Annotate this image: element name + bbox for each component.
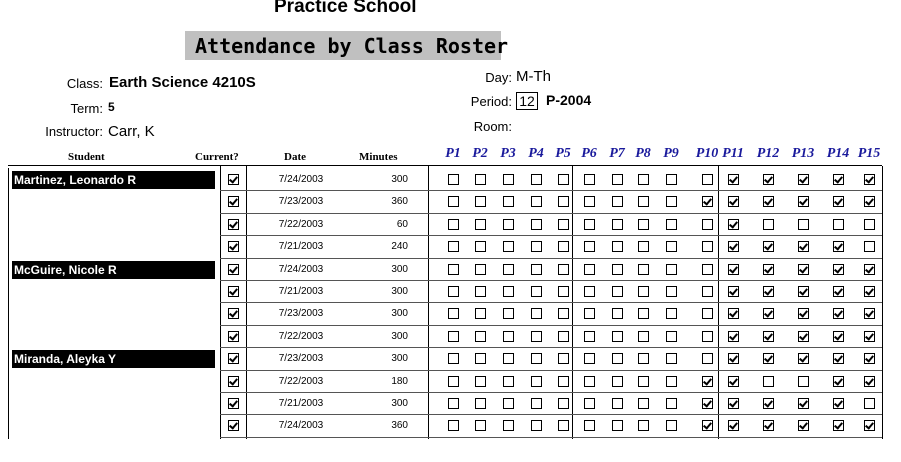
period-checkbox-p11[interactable] [728,353,739,364]
period-checkbox-p2[interactable] [475,308,486,319]
period-checkbox-p12[interactable] [763,219,774,230]
current-checkbox[interactable] [228,174,239,185]
period-checkbox-p3[interactable] [503,398,514,409]
period-checkbox-p3[interactable] [503,331,514,342]
period-checkbox-p15[interactable] [864,264,875,275]
attendance-minutes: 360 [391,196,408,207]
period-checkbox-p6[interactable] [584,331,595,342]
period-checkbox-p1[interactable] [448,331,459,342]
period-checkbox-p12[interactable] [763,331,774,342]
period-checkbox-p7[interactable] [612,398,623,409]
period-checkbox-p11[interactable] [728,420,739,431]
period-checkbox-p5[interactable] [558,420,569,431]
period-checkbox-p9[interactable] [666,219,677,230]
period-number-box: 12 [516,92,538,110]
period-checkbox-p15[interactable] [864,353,875,364]
period-checkbox-p6[interactable] [584,398,595,409]
period-checkbox-p9[interactable] [666,264,677,275]
period-checkbox-p2[interactable] [475,376,486,387]
period-checkbox-p2[interactable] [475,241,486,252]
period-checkbox-p8[interactable] [638,398,649,409]
period-checkbox-p5[interactable] [558,308,569,319]
period-header-p1: P1 [445,146,461,161]
period-checkbox-p4[interactable] [531,331,542,342]
period-checkbox-p15[interactable] [864,376,875,387]
period-checkbox-p10[interactable] [702,353,713,364]
period-checkbox-p7[interactable] [612,174,623,185]
period-header-p6: P6 [581,146,597,161]
period-checkbox-p7[interactable] [612,376,623,387]
attendance-date: 7/24/2003 [278,264,324,275]
period-checkbox-p12[interactable] [763,174,774,185]
period-header-p3: P3 [500,146,516,161]
period-checkbox-p8[interactable] [638,286,649,297]
period-checkbox-p15[interactable] [864,196,875,207]
period-checkbox-p4[interactable] [531,241,542,252]
attendance-date: 7/21/2003 [278,398,324,409]
period-checkbox-p1[interactable] [448,353,459,364]
period-checkbox-p6[interactable] [584,376,595,387]
period-checkbox-p6[interactable] [584,264,595,275]
period-checkbox-p13[interactable] [798,398,809,409]
period-header-p5: P5 [555,146,571,161]
current-checkbox[interactable] [228,196,239,207]
period-checkbox-p4[interactable] [531,420,542,431]
attendance-minutes: 300 [391,174,408,185]
period-checkbox-p9[interactable] [666,196,677,207]
period-checkbox-p1[interactable] [448,264,459,275]
period-checkbox-p3[interactable] [503,264,514,275]
attendance-date: 7/21/2003 [278,286,324,297]
period-checkbox-p15[interactable] [864,331,875,342]
period-checkbox-p14[interactable] [833,398,844,409]
period-checkbox-p11[interactable] [728,174,739,185]
period-checkbox-p14[interactable] [833,331,844,342]
period-checkbox-p11[interactable] [728,398,739,409]
period-checkbox-p10[interactable] [702,420,713,431]
period-checkbox-p13[interactable] [798,264,809,275]
period-header-p14: P14 [826,146,850,161]
period-header-p11: P11 [722,146,744,161]
period-checkbox-p2[interactable] [475,286,486,297]
period-checkbox-p7[interactable] [612,241,623,252]
period-header-p7: P7 [609,146,625,161]
period-checkbox-p5[interactable] [558,398,569,409]
period-checkbox-p13[interactable] [798,331,809,342]
period-checkbox-p4[interactable] [531,196,542,207]
period-checkbox-p14[interactable] [833,353,844,364]
period-checkbox-p11[interactable] [728,264,739,275]
period-checkbox-p5[interactable] [558,376,569,387]
period-header-p4: P4 [528,146,544,161]
attendance-minutes: 300 [391,308,408,319]
attendance-date: 7/23/2003 [278,308,324,319]
period-checkbox-p4[interactable] [531,376,542,387]
period-checkbox-p14[interactable] [833,241,844,252]
current-checkbox[interactable] [228,398,239,409]
period-checkbox-p15[interactable] [864,174,875,185]
attendance-minutes: 60 [396,219,408,230]
period-checkbox-p10[interactable] [702,331,713,342]
period-checkbox-p2[interactable] [475,398,486,409]
attendance-minutes: 300 [391,353,408,364]
left-rule [8,168,9,439]
period-checkbox-p3[interactable] [503,286,514,297]
period-checkbox-p4[interactable] [531,219,542,230]
period-checkbox-p7[interactable] [612,264,623,275]
period-checkbox-p11[interactable] [728,376,739,387]
period-checkbox-p7[interactable] [612,331,623,342]
period-checkbox-p15[interactable] [864,398,875,409]
school-name: Practice School [274,0,417,17]
report-title-banner [185,31,509,60]
period-checkbox-p15[interactable] [864,308,875,319]
period-checkbox-p8[interactable] [638,420,649,431]
period-checkbox-p3[interactable] [503,376,514,387]
period-checkbox-p4[interactable] [531,353,542,364]
period-checkbox-p8[interactable] [638,196,649,207]
period-checkbox-p12[interactable] [763,286,774,297]
period-checkbox-p4[interactable] [531,398,542,409]
period-checkbox-p13[interactable] [798,174,809,185]
attendance-date: 7/21/2003 [278,241,324,252]
period-checkbox-p8[interactable] [638,264,649,275]
period-checkbox-p3[interactable] [503,241,514,252]
period-header-p10: P10 [695,146,719,161]
period-checkbox-p15[interactable] [864,219,875,230]
header-rule [8,165,882,166]
period-header-p13: P13 [791,146,815,161]
period-checkbox-p1[interactable] [448,308,459,319]
period-checkbox-p8[interactable] [638,331,649,342]
period-checkbox-p7[interactable] [612,196,623,207]
period-checkbox-p13[interactable] [798,308,809,319]
period-checkbox-p5[interactable] [558,241,569,252]
period-checkbox-p3[interactable] [503,308,514,319]
period-checkbox-p1[interactable] [448,286,459,297]
period-checkbox-p1[interactable] [448,420,459,431]
attendance-minutes: 300 [391,264,408,275]
class-label: Class: [66,76,103,91]
period-checkbox-p9[interactable] [666,331,677,342]
period-checkbox-p9[interactable] [666,241,677,252]
period-checkbox-p10[interactable] [702,264,713,275]
period-checkbox-p5[interactable] [558,353,569,364]
period-checkbox-p9[interactable] [666,286,677,297]
period-checkbox-p10[interactable] [702,286,713,297]
period-checkbox-p11[interactable] [728,219,739,230]
header-student: Student [68,151,105,163]
period-header-p8: P8 [635,146,651,161]
period-checkbox-p13[interactable] [798,353,809,364]
attendance-date: 7/23/2003 [278,353,324,364]
period-checkbox-p13[interactable] [798,196,809,207]
period-header-p15: P15 [857,146,881,161]
period-checkbox-p3[interactable] [503,420,514,431]
period-checkbox-p8[interactable] [638,241,649,252]
attendance-date: 7/22/2003 [278,376,324,387]
period-checkbox-p8[interactable] [638,308,649,319]
period-checkbox-p6[interactable] [584,174,595,185]
period-checkbox-p1[interactable] [448,174,459,185]
period-checkbox-p5[interactable] [558,331,569,342]
period-header-p12: P12 [756,146,780,161]
room-label: Room: [473,119,512,134]
period-checkbox-p7[interactable] [612,286,623,297]
period-checkbox-p7[interactable] [612,308,623,319]
class-value: Earth Science 4210S [109,74,256,91]
student-name: Martinez, Leonardo R [12,171,215,189]
current-checkbox[interactable] [228,331,239,342]
period-checkbox-p11[interactable] [728,331,739,342]
period-checkbox-p15[interactable] [864,420,875,431]
current-checkbox[interactable] [228,241,239,252]
period-checkbox-p11[interactable] [728,286,739,297]
period-checkbox-p4[interactable] [531,264,542,275]
attendance-minutes: 360 [391,420,408,431]
period-checkbox-p3[interactable] [503,353,514,364]
right-rule [882,166,883,439]
period-checkbox-p5[interactable] [558,286,569,297]
term-label: Term: [70,101,103,116]
period-checkbox-p4[interactable] [531,286,542,297]
period-checkbox-p2[interactable] [475,264,486,275]
period-checkbox-p3[interactable] [503,196,514,207]
current-checkbox[interactable] [228,308,239,319]
period-checkbox-p13[interactable] [798,286,809,297]
header-current: Current? [195,151,239,163]
period-checkbox-p12[interactable] [763,353,774,364]
period-checkbox-p2[interactable] [475,196,486,207]
period-checkbox-p5[interactable] [558,196,569,207]
period-checkbox-p13[interactable] [798,420,809,431]
period-checkbox-p8[interactable] [638,219,649,230]
period-checkbox-p2[interactable] [475,353,486,364]
attendance-minutes: 300 [391,331,408,342]
period-checkbox-p12[interactable] [763,398,774,409]
period-checkbox-p12[interactable] [763,308,774,319]
period-checkbox-p11[interactable] [728,241,739,252]
period-checkbox-p13[interactable] [798,241,809,252]
attendance-date: 7/24/2003 [278,174,324,185]
period-checkbox-p11[interactable] [728,196,739,207]
day-label: Day: [485,70,512,85]
report-title: Attendance by Class Roster [195,34,509,58]
header-date: Date [284,151,306,163]
attendance-minutes: 240 [391,241,408,252]
period-checkbox-p5[interactable] [558,174,569,185]
current-checkbox[interactable] [228,353,239,364]
period-checkbox-p6[interactable] [584,420,595,431]
period-checkbox-p6[interactable] [584,286,595,297]
period-checkbox-p10[interactable] [702,241,713,252]
period-checkbox-p9[interactable] [666,376,677,387]
period-checkbox-p6[interactable] [584,308,595,319]
period-checkbox-p1[interactable] [448,398,459,409]
period-checkbox-p8[interactable] [638,353,649,364]
period-value: P-2004 [546,92,592,108]
period-checkbox-p15[interactable] [864,286,875,297]
period-checkbox-p14[interactable] [833,308,844,319]
period-checkbox-p2[interactable] [475,331,486,342]
attendance-date: 7/22/2003 [278,331,324,342]
period-checkbox-p1[interactable] [448,219,459,230]
current-checkbox[interactable] [228,286,239,297]
instructor-label: Instructor: [45,124,103,139]
period-checkbox-p13[interactable] [798,376,809,387]
period-checkbox-p4[interactable] [531,308,542,319]
instructor-value: Carr, K [108,123,155,140]
period-checkbox-p11[interactable] [728,308,739,319]
period-checkbox-p8[interactable] [638,174,649,185]
period-checkbox-p6[interactable] [584,219,595,230]
term-value: 5 [108,100,115,114]
period-checkbox-p7[interactable] [612,219,623,230]
period-checkbox-p9[interactable] [666,353,677,364]
period-checkbox-p1[interactable] [448,241,459,252]
period-checkbox-p12[interactable] [763,264,774,275]
period-checkbox-p10[interactable] [702,174,713,185]
period-checkbox-p1[interactable] [448,196,459,207]
period-checkbox-p10[interactable] [702,219,713,230]
attendance-date: 7/22/2003 [278,219,324,230]
period-checkbox-p5[interactable] [558,219,569,230]
period-checkbox-p12[interactable] [763,196,774,207]
attendance-minutes: 180 [391,376,408,387]
period-checkbox-p9[interactable] [666,398,677,409]
period-label: Period: [470,94,512,109]
header-minutes: Minutes [359,151,398,163]
period-checkbox-p12[interactable] [763,420,774,431]
period-checkbox-p12[interactable] [763,376,774,387]
attendance-date: 7/24/2003 [278,420,324,431]
day-value: M-Th [516,68,551,85]
period-checkbox-p9[interactable] [666,174,677,185]
student-name: McGuire, Nicole R [12,261,215,279]
period-checkbox-p3[interactable] [503,174,514,185]
attendance-minutes: 300 [391,398,408,409]
period-checkbox-p7[interactable] [612,420,623,431]
row-rule [220,437,882,438]
period-checkbox-p9[interactable] [666,420,677,431]
period-checkbox-p6[interactable] [584,241,595,252]
current-checkbox[interactable] [228,376,239,387]
period-checkbox-p15[interactable] [864,241,875,252]
period-checkbox-p2[interactable] [475,174,486,185]
period-checkbox-p14[interactable] [833,196,844,207]
period-checkbox-p6[interactable] [584,196,595,207]
current-checkbox[interactable] [228,219,239,230]
attendance-date: 7/23/2003 [278,196,324,207]
period-checkbox-p10[interactable] [702,376,713,387]
student-name: Miranda, Aleyka Y [12,350,215,368]
period-checkbox-p14[interactable] [833,174,844,185]
period-checkbox-p1[interactable] [448,376,459,387]
period-checkbox-p14[interactable] [833,420,844,431]
period-checkbox-p12[interactable] [763,241,774,252]
period-checkbox-p7[interactable] [612,353,623,364]
period-checkbox-p9[interactable] [666,308,677,319]
current-checkbox[interactable] [228,264,239,275]
period-header-p2: P2 [472,146,488,161]
current-checkbox[interactable] [228,420,239,431]
period-checkbox-p10[interactable] [702,196,713,207]
period-checkbox-p2[interactable] [475,420,486,431]
period-checkbox-p5[interactable] [558,264,569,275]
period-header-p9: P9 [663,146,679,161]
period-checkbox-p14[interactable] [833,376,844,387]
period-checkbox-p2[interactable] [475,219,486,230]
attendance-minutes: 300 [391,286,408,297]
period-checkbox-p14[interactable] [833,219,844,230]
period-checkbox-p3[interactable] [503,219,514,230]
period-checkbox-p13[interactable] [798,219,809,230]
period-checkbox-p4[interactable] [531,174,542,185]
period-checkbox-p6[interactable] [584,353,595,364]
period-checkbox-p14[interactable] [833,286,844,297]
period-checkbox-p10[interactable] [702,398,713,409]
period-checkbox-p14[interactable] [833,264,844,275]
period-checkbox-p10[interactable] [702,308,713,319]
period-checkbox-p8[interactable] [638,376,649,387]
